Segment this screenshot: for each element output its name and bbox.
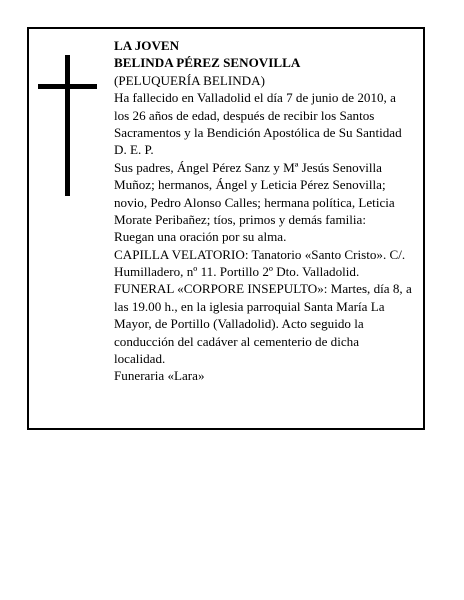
text-line: Humilladero, nº 11. Portillo 2º Dto. Valladolid. <box>114 264 360 280</box>
text-line: novio, Pedro Alonso Calles; hermana política, Leticia <box>114 194 395 210</box>
text-line: Sacramentos y la Bendición Apostólica de Su Santidad <box>114 124 402 140</box>
text-line: Muñoz; hermanos, Ángel y Leticia Pérez Senovilla; <box>114 177 386 193</box>
cross-icon <box>65 55 70 196</box>
deceased-name: BELINDA PÉREZ SENOVILLA <box>114 55 301 71</box>
text-line: D. E. P. <box>114 142 154 158</box>
text-line: Sus padres, Ángel Pérez Sanz y Mª Jesús Senovilla <box>114 159 382 175</box>
text-line: CAPILLA VELATORIO: Tanatorio «Santo Cristo». C/. <box>114 246 406 262</box>
text-line: las 19.00 h., en la iglesia parroquial Santa María La <box>114 298 385 314</box>
text-line: localidad. <box>114 351 166 367</box>
text-line: Funeraria «Lara» <box>114 368 205 384</box>
text-line: (PELUQUERÍA BELINDA) <box>114 72 265 88</box>
cross-icon-bar <box>38 84 97 89</box>
text-line: conducción del cadáver al cementerio de dicha <box>114 333 360 349</box>
obituary-text <box>114 37 432 385</box>
text-line: Morate Peribañez; tíos, primos y demás familia: <box>114 211 366 227</box>
text-line: los 26 años de edad, después de recibir los Santos <box>114 107 375 123</box>
text-line: FUNERAL «CORPORE INSEPULTO»: Martes, día 8, a <box>114 281 412 297</box>
text-line: Ruegan una oración por su alma. <box>114 229 287 245</box>
text-line: Mayor, de Portillo (Valladolid). Acto seguido la <box>114 316 364 332</box>
text-line: Ha fallecido en Valladolid el día 7 de junio de 2010, a <box>114 90 396 106</box>
heading-line: LA JOVEN <box>114 38 180 53</box>
